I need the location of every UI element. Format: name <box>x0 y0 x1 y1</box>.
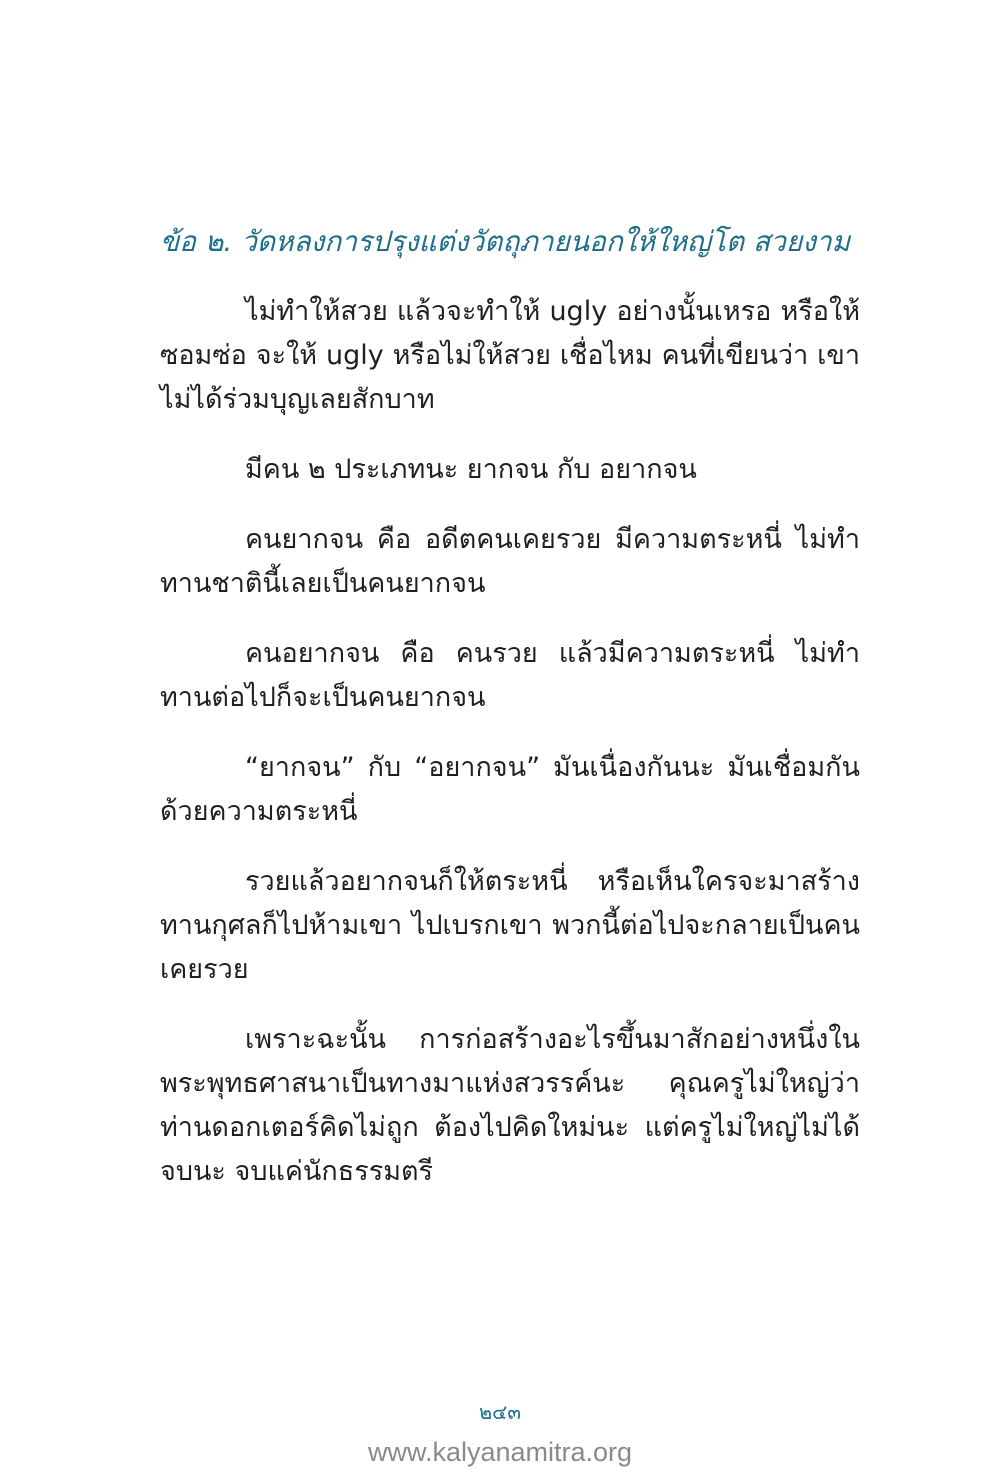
paragraph-2: มีคน ๒ ประเภทนะ ยากจน กับ อยากจน <box>245 454 697 485</box>
section-heading: ข้อ ๒. วัดหลงการปรุงแต่งวัตถุภายนอกให้ใหญ่โต สวยงาม <box>160 225 851 258</box>
paragraph-3: คนยากจน คือ อดีตคนเคยรวย มีความตระหนี่ ไม่ทำทานชาตินี้เลยเป็นคนยากจน <box>160 524 860 599</box>
body-text <box>160 290 860 1220</box>
page-number: ๒๔๓ <box>479 1400 521 1424</box>
paragraph-5: “ยากจน” กับ “อยากจน” มันเนื่องกันนะ มันเชื่อมกันด้วยความตระหนี่ <box>160 752 860 827</box>
paragraph-4: คนอยากจน คือ คนรวย แล้วมีความตระหนี่ ไม่ทำทานต่อไปก็จะเป็นคนยากจน <box>160 638 860 713</box>
paragraph-6: รวยแล้วอยากจนก็ให้ตระหนี่ หรือเห็นใครจะมาสร้างทานกุศลก็ไปห้ามเขา ไปเบรกเขา พวกนี้ต่อไปจะกลายเป็นคนเคยรวย <box>160 866 860 985</box>
paragraph-7: เพราะฉะนั้น การก่อสร้างอะไรขึ้นมาสักอย่างหนึ่งในพระพุทธศาสนาเป็นทางมาแห่งสวรรค์นะ คุณครูไม่ใหญ่ว่าท่านดอกเตอร์คิดไม่ถูก ต้องไปคิดใหม่นะ แต่ครูไม่ใหญ่ไม่ได้จบนะ จบแค่นักธรรมตรี <box>160 1024 860 1187</box>
footer-url: www.kalyanamitra.org <box>367 1437 633 1467</box>
paragraph-1: ไม่ทำให้สวย แล้วจะทำให้ ugly อย่างนั้นเหรอ หรือให้ซอมซ่อ จะให้ ugly หรือไม่ให้สวย เชื่อไหม คนที่เขียนว่า เขาไม่ได้ร่วมบุญเลยสักบาท <box>160 296 860 415</box>
